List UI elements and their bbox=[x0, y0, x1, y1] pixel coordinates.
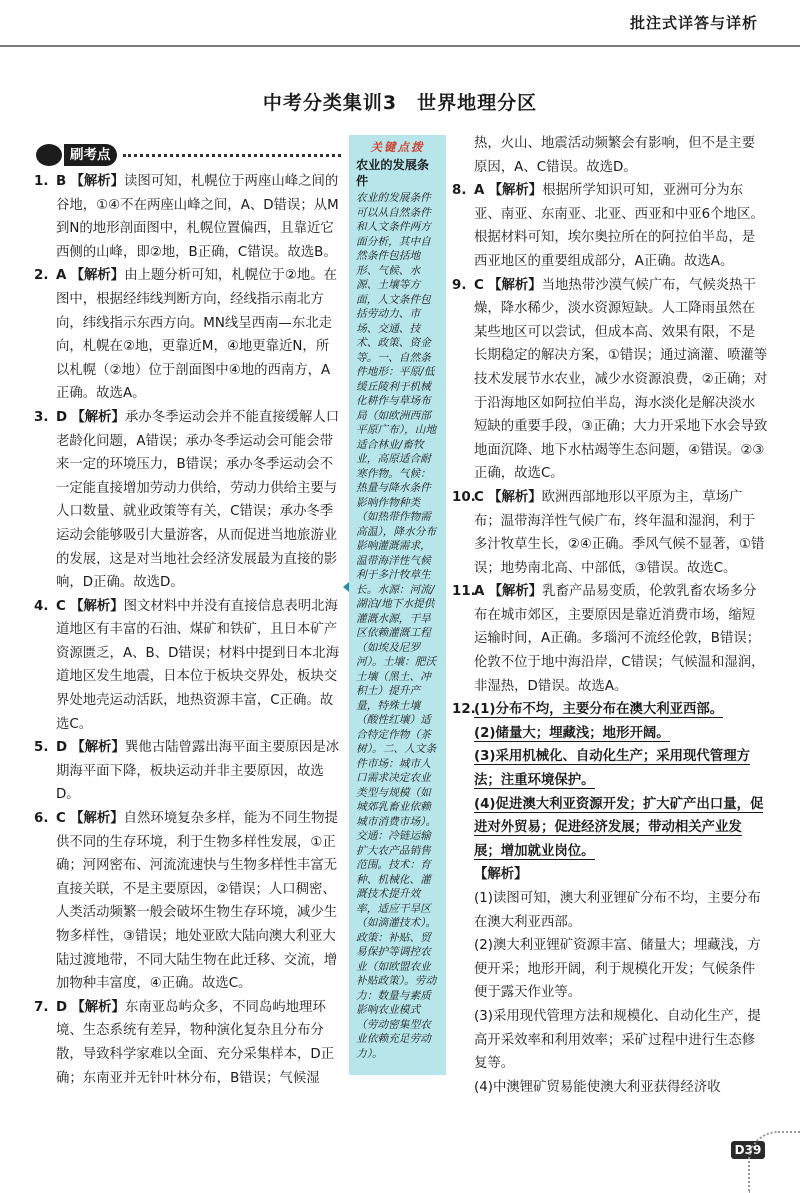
question-number: 12. bbox=[452, 702, 476, 718]
key-point-box bbox=[349, 135, 446, 1075]
analysis-line: (4)中澳锂矿贸易能使澳大利亚获得经济收 bbox=[474, 1079, 721, 1095]
analysis-line: (2)澳大利亚锂矿资源丰富、储量大；埋藏浅，方便开采；地形开阔，利于规模化开发；气候条件便于露天作业等。 bbox=[474, 938, 761, 1001]
text-line bbox=[474, 934, 768, 1005]
analysis-tag: 【解析】 bbox=[70, 811, 124, 827]
analysis-tag: 【解析】 bbox=[488, 584, 543, 600]
text-line bbox=[474, 698, 768, 722]
q12-answers bbox=[474, 698, 768, 863]
answer-item bbox=[36, 406, 341, 595]
text-line bbox=[474, 793, 768, 864]
page-title: 中考分类集训3 世界地理分区 bbox=[262, 92, 538, 114]
analysis-tag: 【解析】 bbox=[71, 740, 125, 756]
pencil-badge-icon bbox=[36, 144, 62, 166]
question-number: 11. bbox=[452, 584, 476, 600]
answer-item bbox=[36, 264, 341, 406]
answer-item bbox=[454, 486, 768, 580]
text-line bbox=[474, 887, 768, 934]
answer-letter: C bbox=[474, 277, 484, 293]
text-line bbox=[474, 722, 768, 746]
question-number: 9. bbox=[452, 277, 467, 293]
q12-analysis bbox=[474, 887, 768, 1099]
explanation-text: 由上题分析可知，札幌位于②地。在图中，根据经纬线判断方向，经线指示南北方向，纬线指示东西方向。MN线呈西南—东北走向，札幌在②地，更靠近M，④地更靠近N，所以札幌（②地）位于剖面图中④地的西南方，A正确。故选A。 bbox=[56, 268, 338, 402]
answer-letter: D bbox=[56, 409, 68, 425]
question-number: 5. bbox=[34, 740, 49, 756]
answer-line: (3)采用机械化、自动化生产；采用现代管理方法；注重环境保护。 bbox=[474, 749, 750, 789]
answer-item bbox=[454, 580, 768, 698]
explanation-text: 东南亚岛屿众多，不同岛屿地理环境、生态系统有差异，物种演化复杂且分布分散，导致科学家难以全面、充分采集样本，D正确；东南亚并无针叶林分布，B错误；气候湿 bbox=[56, 999, 335, 1086]
answer-item-12 bbox=[454, 698, 768, 1099]
page-number: D39 bbox=[731, 1141, 765, 1159]
answer-list-left bbox=[36, 170, 341, 1090]
answer-line: (2)储量大；埋藏浅；地形开阔。 bbox=[474, 725, 670, 741]
question-number: 8. bbox=[452, 183, 467, 199]
explanation-text: 欧洲西部地形以平原为主，草场广布；温带海洋性气候广布，终年温和湿润，利于多汁牧草生长，②④正确。季风气候不显著，①错误；地势南北高、中部低，③错误。故选C。 bbox=[474, 489, 765, 576]
key-point-body: 农业的发展条件可以从自然条件和人文条件两方面分析，其中自然条件包括地形、气候、水源、土壤等方面，人文条件包括劳动力、市场、交通、技术、政策、资金等。一、自然条件地形：平原/低缓丘陵利于机械化耕作与草场布局（如欧洲西部平原广布），山地适合林业/畜牧业，高原适合耐寒作物。气候：热量与降水条件影响作物种类（如热带作物需高温），降水分布影响灌溉需求，温带海洋性气候利于多汁牧草生长。水源：河流/湖泊/地下水提供灌溉水源，干旱区依赖灌溉工程（如埃及尼罗河）。土壤：肥沃土壤（黑土、冲积土）提升产量，特殊土壤（酸性红壤）适合特定作物（茶树）。二、人文条件市场：城市人口需求决定农业类型与规模（如城郊乳畜业依赖城市消费市场）。交通：冷链运输扩大农产品销售范围。技术：育种、机械化、灌溉技术提升效率，适应干旱区（如滴灌技术）。政策：补贴、贸易保护等调控农业（如欧盟农业补贴政策）。劳动力：数量与素质影响农业模式（劳动密集型农业依赖充足劳动力）。 bbox=[356, 191, 437, 1060]
question-number: 1. bbox=[34, 174, 49, 189]
answer-line: (1)分布不均，主要分布在澳大利亚西部。 bbox=[474, 702, 724, 718]
analysis-tag: 【解析】 bbox=[488, 489, 542, 505]
corner-decoration bbox=[748, 1131, 800, 1193]
analysis-tag: 【解析】 bbox=[71, 999, 125, 1015]
answer-letter: C bbox=[474, 489, 484, 505]
answer-item bbox=[454, 274, 768, 486]
answer-letter: A bbox=[474, 584, 485, 600]
answer-list-right bbox=[454, 132, 768, 698]
section-header bbox=[36, 140, 341, 170]
section-label: 刷考点 bbox=[64, 144, 117, 166]
key-point-heading: 关键点拨 bbox=[370, 140, 425, 154]
text-line bbox=[474, 1005, 768, 1076]
answer-item bbox=[36, 807, 341, 996]
explanation-text: 承办冬季运动会并不能直接缓解人口老龄化问题，A错误；承办冬季运动会可能会带来一定的环境压力，B错误；承办冬季运动会不一定能直接增加劳动力供给，劳动力供给主要与人口数量、就业政策等有关，C错误；承办冬季运动会能够吸引大量游客，从而促进当地旅游业的发展，这是对当地社会经济发展最为直接的影响，D正确。故选D。 bbox=[56, 409, 340, 591]
answer-letter: A bbox=[474, 183, 485, 199]
answer-letter: B bbox=[56, 174, 67, 189]
explanation-text: 热，火山、地震活动频繁会有影响，但不是主要原因，A、C错误。故选D。 bbox=[474, 136, 756, 175]
analysis-line: (3)采用现代管理方法和规模化、自动化生产，提高开采效率和利用效率；采矿过程中进行生态修复等。 bbox=[474, 1008, 761, 1072]
answer-item bbox=[36, 736, 341, 807]
question-number: 7. bbox=[34, 999, 49, 1015]
analysis-tag: 【解析】 bbox=[70, 174, 125, 189]
explanation-text: 乳畜产品易变质，伦敦乳畜农场多分布在城市郊区，主要原因是靠近消费市场，缩短运输时间，A正确。多瑙河不流经伦敦，B错误；伦敦不位于地中海沿岸，C错误；气候温和湿润，非湿热，D错误。故选A。 bbox=[474, 584, 765, 694]
explanation-text: 根据所学知识可知，亚洲可分为东亚、南亚、东南亚、北亚、西亚和中亚6个地区。根据材料可知，埃尔奥拉所在的阿拉伯半岛，是西亚地区的重要组成部分，A正确。故选A。 bbox=[474, 183, 764, 269]
analysis-line: (1)读图可知，澳大利亚锂矿分布不均，主要分布在澳大利亚西部。 bbox=[474, 891, 761, 930]
answer-letter: C bbox=[56, 811, 66, 827]
header-rule bbox=[0, 45, 800, 47]
explanation-text: 读图可知，札幌位于两座山峰之间的谷地，①④不在两座山峰之间，A、D错误；从M到N的地形剖面图中，札幌位置偏西，且靠近它西侧的山峰，即②地，B正确，C错误。故选B。 bbox=[56, 174, 339, 260]
answer-item bbox=[454, 132, 768, 179]
answer-letter: D bbox=[56, 740, 68, 756]
text-line bbox=[474, 745, 768, 792]
key-point-title: 农业的发展条件 bbox=[356, 158, 430, 188]
explanation-text: 自然环境复杂多样，能为不同生物提供不同的生存环境，利于生物多样性发展，①正确；河网密布、河流流速快与生物多样性丰富无直接关联，不是主要原因，②错误；人口稠密、人类活动频繁一般会破坏生物生存环境，减少生物多样性，③错误；地处亚欧大陆向澳大利亚大陆过渡地带，不同大陆生物在此迁移、交流，增加物种丰富度，④正确。故选C。 bbox=[56, 811, 338, 992]
analysis-tag: 【解析】 bbox=[70, 268, 125, 284]
explanation-text: 巽他古陆曾露出海平面主要原因是冰期海平面下降，板块运动并非主要原因，故选D。 bbox=[56, 740, 340, 803]
left-column bbox=[36, 140, 341, 1090]
pointer-arrow-icon bbox=[343, 582, 349, 592]
right-column bbox=[454, 132, 768, 1099]
explanation-text: 当地热带沙漠气候广布，气候炎热干燥，降水稀少，淡水资源短缺。人工降雨虽然在某些地区可以尝试，但成本高、效果有限，不是长期稳定的解决方案，①错误；通过滴灌、喷灌等技术发展节水农业，减少水资源浪费，②正确；对于沿海地区如阿拉伯半岛，海水淡化是解决淡水短缺的重要手段，③正确；大力开采地下水会导致地面沉降、地下水枯竭等生态问题，④错误。②③正确，故选C。 bbox=[474, 277, 768, 482]
question-number: 10. bbox=[452, 489, 476, 505]
answer-item bbox=[36, 595, 341, 737]
explanation-text: 图文材料中并没有直接信息表明北海道地区有丰富的石油、煤矿和铁矿，且日本矿产资源匮乏，A、B、D错误；材料中提到日本北海道地区发生地震，日本位于板块交界处，板块交界处地壳运动活跃，地热资源丰富，C正确。故选C。 bbox=[56, 598, 340, 732]
question-number: 4. bbox=[34, 598, 49, 614]
analysis-tag: 【解析】 bbox=[488, 183, 543, 199]
analysis-tag: 【解析】 bbox=[70, 598, 124, 614]
dotted-divider bbox=[123, 154, 342, 157]
answer-line: (4)促进澳大利亚资源开发；扩大矿产出口量，促进对外贸易；促进经济发展；带动相关产业发展；增加就业岗位。 bbox=[474, 796, 764, 859]
question-number: 2. bbox=[34, 268, 49, 284]
question-number: 6. bbox=[34, 811, 49, 827]
answer-letter: A bbox=[56, 268, 67, 284]
answer-item bbox=[454, 179, 768, 273]
analysis-tag: 【解析】 bbox=[71, 409, 125, 425]
answer-letter: C bbox=[56, 598, 66, 614]
analysis-tag: 【解析】 bbox=[474, 867, 528, 883]
answer-item bbox=[36, 996, 341, 1090]
header-text: 批注式详答与详析 bbox=[629, 14, 758, 32]
question-number: 3. bbox=[34, 409, 49, 425]
answer-item bbox=[36, 170, 341, 264]
text-line bbox=[474, 1076, 768, 1100]
analysis-tag: 【解析】 bbox=[488, 277, 542, 293]
answer-letter: D bbox=[56, 999, 68, 1015]
